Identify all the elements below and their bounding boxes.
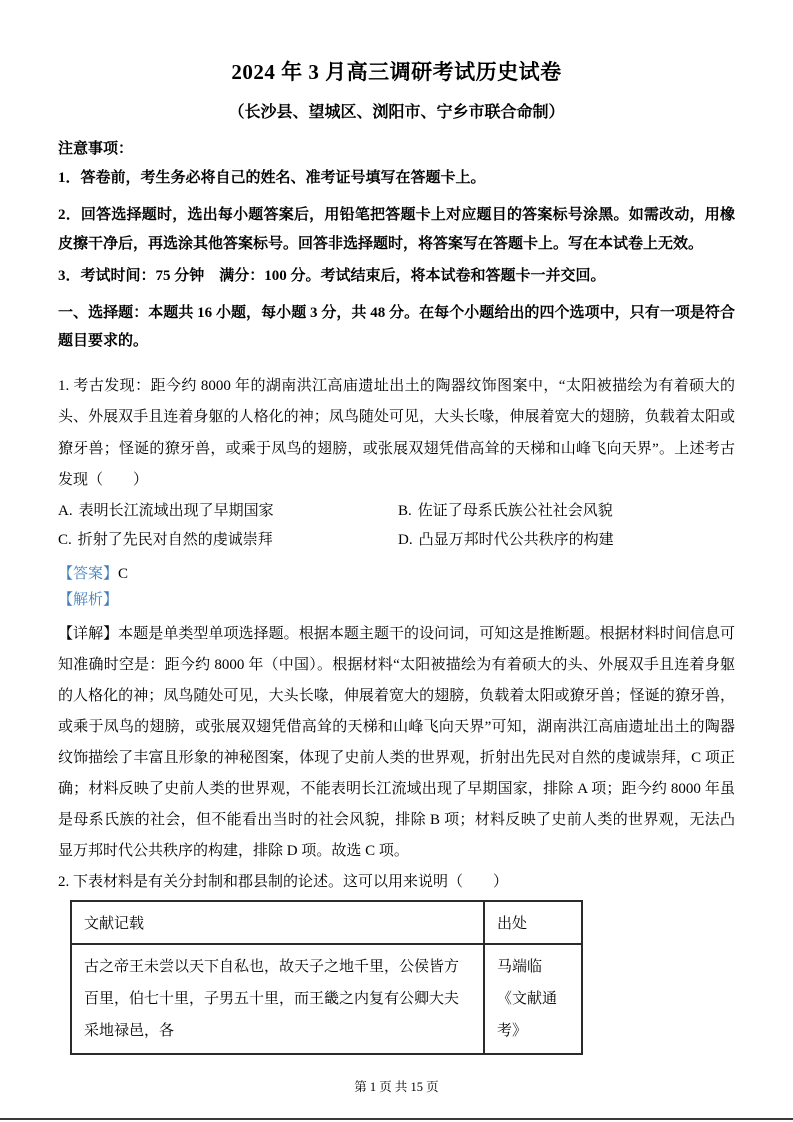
option-row-1 bbox=[58, 497, 735, 526]
option-d-label: D. bbox=[398, 531, 413, 548]
option-c bbox=[58, 526, 398, 555]
analysis-line bbox=[58, 587, 735, 613]
table-cell-record: 古之帝王未尝以天下自私也，故天子之地千里，公侯皆方百里，伯七十里，子男五十里，而王畿之内复有公卿大夫采地禄邑，各 bbox=[71, 944, 484, 1054]
option-b-text: 佐证了母系氏族公社社会风貌 bbox=[417, 502, 613, 519]
question1-options bbox=[58, 497, 735, 555]
option-b bbox=[398, 497, 613, 526]
table-header-record: 文献记载 bbox=[71, 901, 484, 944]
notice-item-2: 2．回答选择题时，选出每小题答案后，用铅笔把答题卡上对应题目的答案标号涂黑。如需改动，用橡皮擦干净后，再选涂其他答案标号。回答非选择题时，将答案写在答题卡上。写在本试卷上无效。 bbox=[58, 207, 735, 252]
page-subtitle: （长沙县、望城区、浏阳市、宁乡市联合命制） bbox=[228, 104, 565, 121]
notices-heading: 注意事项： bbox=[58, 141, 134, 157]
notice-item-1: 1．答卷前，考生务必将自己的姓名、准考证号填写在答题卡上。 bbox=[58, 169, 486, 186]
table-header-row bbox=[71, 901, 582, 944]
table-cell-source: 马端临《文献通考》 bbox=[484, 944, 582, 1054]
section1-heading: 一、选择题：本题共 16 小题，每小题 3 分，共 48 分。在每个小题给出的四个选项中，只有一项是符合题目要求的。 bbox=[58, 304, 735, 349]
page-bottom-edge bbox=[0, 1118, 793, 1121]
option-c-label: C. bbox=[58, 531, 72, 548]
page-number-footer: 第 1 页 共 15 页 bbox=[354, 1080, 439, 1094]
analysis-label: 【解析】 bbox=[58, 591, 119, 608]
question2-stem: 2. 下表材料是有关分封制和郡县制的论述。这可以用来说明（ ） bbox=[58, 874, 509, 891]
answer-line bbox=[58, 561, 735, 587]
question2-table bbox=[70, 900, 583, 1055]
notice-item-3: 3．考试时间：75 分钟 满分：100 分。考试结束后，将本试卷和答题卡一并交回。 bbox=[58, 268, 606, 284]
answer-label: 【答案】 bbox=[58, 565, 119, 582]
option-a-label: A. bbox=[58, 502, 73, 519]
page-title: 2024 年 3 月高三调研考试历史试卷 bbox=[231, 60, 562, 84]
question1-explanation: 【详解】本题是单类型单项选择题。根据本题主题干的设问词，可知这是推断题。根据材料时间信息可知准确时空是：距今约 8000 年（中国）。根据材料“太阳被描绘为有着硕大的头、外展双手且连着身躯的人格化的神；凤鸟随处可见，大头长喙，伸展着宽大的翅膀，负载着太阳或獠牙兽；怪诞的獠牙兽，或乘于凤鸟的翅膀，或张展双翅凭借高耸的天梯和山峰飞向天界”可知，湖南洪江高庙遗址出土的陶器纹饰描绘了丰富且形象的神秘图案，体现了史前人类的世界观，折射出先民对自然的虔诚崇拜，C 项正确；材料反映了史前人类的世界观，不能表明长江流域出现了早期国家，排除 A 项；距今约 8000 年虽是母系氏族的社会，但不能看出当时的社会风貌，排除 B 项；材料反映了史前人类的世界观，无法凸显万邦时代公共秩序的构建，排除 D 项。故选 C 项。 bbox=[58, 625, 735, 860]
option-c-text: 折射了先民对自然的虔诚崇拜 bbox=[77, 531, 273, 548]
option-b-label: B. bbox=[398, 502, 412, 519]
table-row bbox=[71, 944, 582, 1054]
option-d bbox=[398, 526, 614, 555]
option-a-text: 表明长江流域出现了早期国家 bbox=[78, 502, 274, 519]
option-row-2 bbox=[58, 526, 735, 555]
question1-stem: 1. 考古发现：距今约 8000 年的湖南洪江高庙遗址出土的陶器纹饰图案中，“太阳被描绘为有着硕大的头、外展双手且连着身躯的人格化的神；凤鸟随处可见，大头长喙，伸展着宽大的翅膀，负载着太阳或獠牙兽；怪诞的獠牙兽，或乘于凤鸟的翅膀，或张展双翅凭借高耸的天梯和山峰飞向天界”。上述考古发现（ ） bbox=[58, 377, 735, 488]
option-d-text: 凸显万邦时代公共秩序的构建 bbox=[418, 531, 614, 548]
option-a bbox=[58, 497, 398, 526]
answer-value: C bbox=[118, 565, 129, 582]
table-header-source: 出处 bbox=[484, 901, 582, 944]
